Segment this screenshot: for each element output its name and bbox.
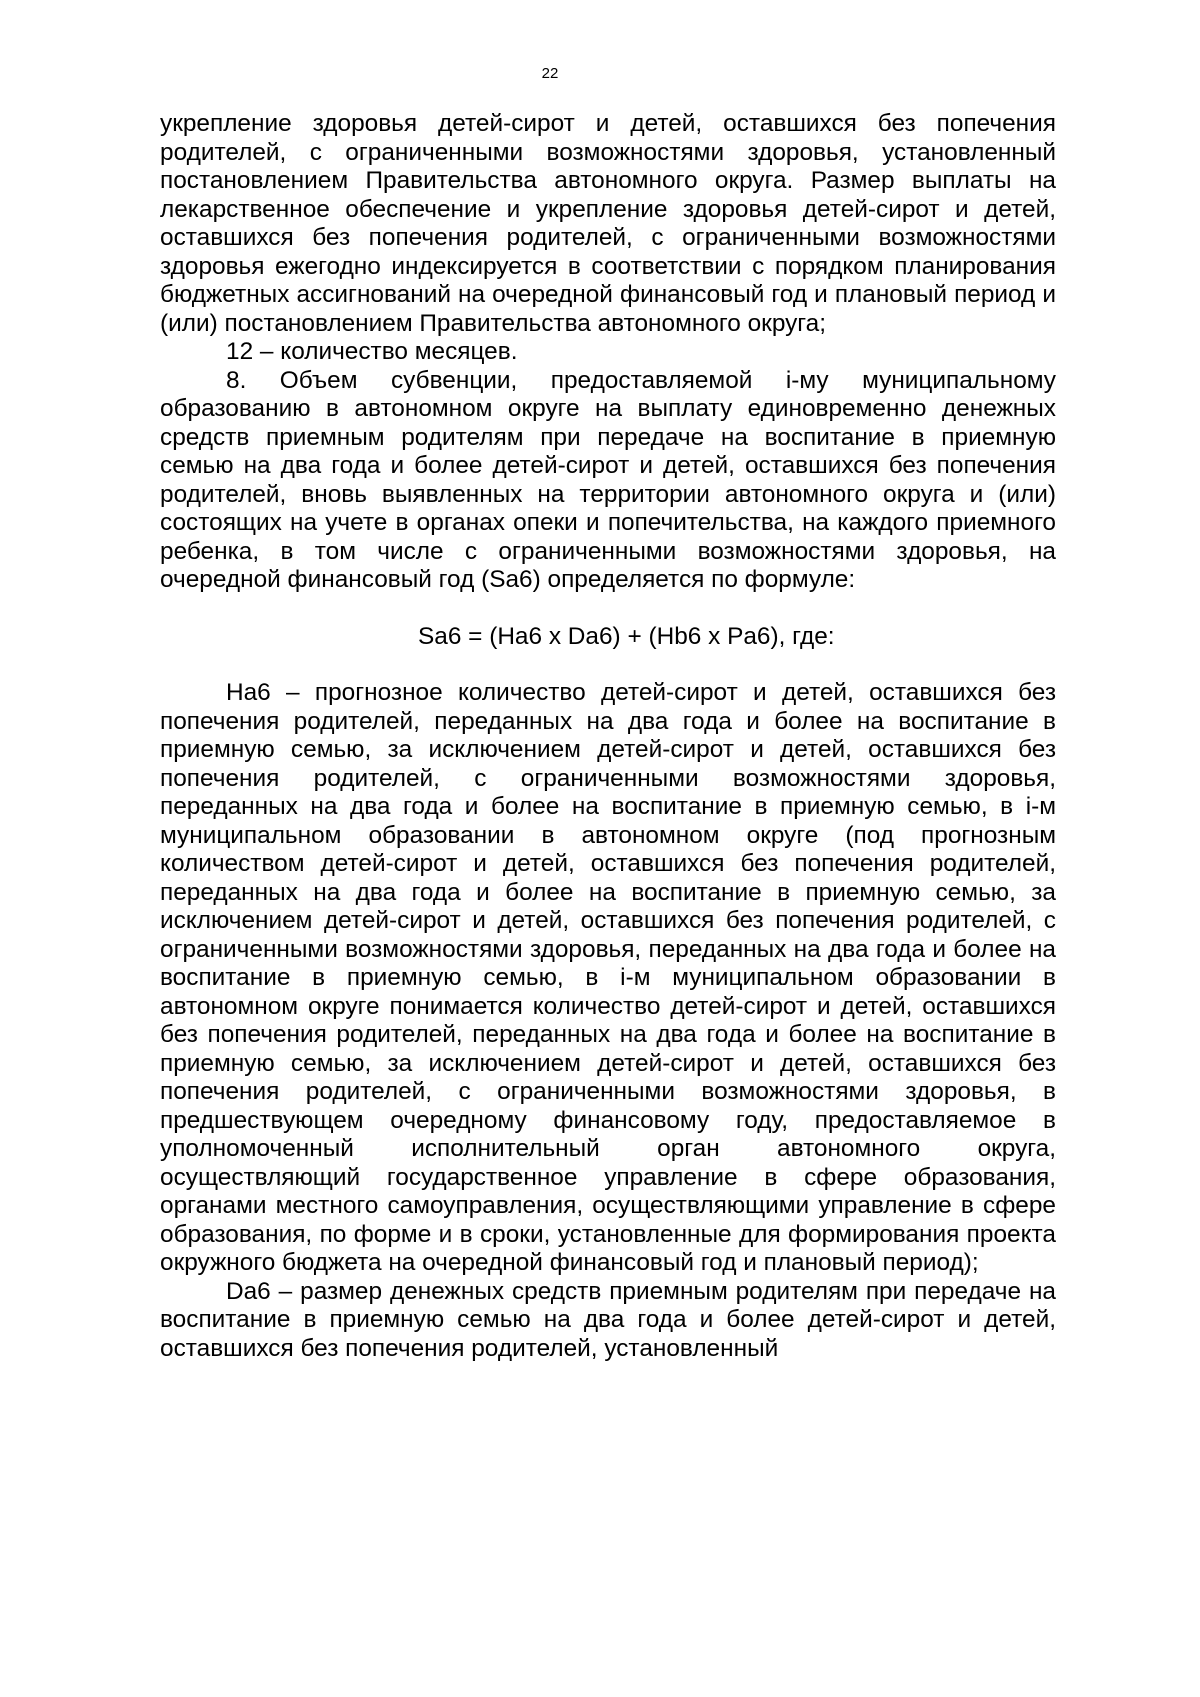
paragraph-ha6-definition: Hа6 – прогнозное количество детей-сирот и детей, оставшихся без попечения родителей, переданных на два года и более на воспитание в приемную семью, за исключением детей-сирот и детей, оставшихся без попечения родителей, с ограниченными возможностями здоровья, переданных на два года и более на воспитание в приемную семью, в i-м муниципальном образовании в автономном округе (под прогнозным количеством детей-сирот и детей, оставшихся без попечения родителей, переданных на два года и более на воспитание в приемную семью, за исключением детей-сирот и детей, оставшихся без попечения родителей, с ограниченными возможностями здоровья, переданных на два года и более на воспитание в приемную семью, в i-м муниципальном образовании в автономном округе понимается количество детей-сирот и детей, оставшихся без попечения родителей, переданных на два года и более на воспитание в приемную семью, за исключением детей-сирот и детей, оставшихся без попечения родителей, с ограниченными возможностями здоровья, в предшествующем очередному финансовому году, предоставляемое в уполномоченный исполнительный орган автономного округа, осуществляющий государственное управление в сфере образования, органами местного самоуправления, осуществляющими управление в сфере образования, по форме и в сроки, установленные для формирования проекта окружного бюджета на очередной финансовый год и плановый период); xyxy=(160,679,1056,1276)
paragraph-item-8: 8. Объем субвенции, предоставляемой i-му муниципальному образованию в автономном округе на выплату единовременно денежных средств приемным родителям при передаче на воспитание в приемную семью на два года и более детей-сирот и детей, оставшихся без попечения родителей, вновь выявленных на территории автономного округа и (или) состоящих на учете в органах опеки и попечительства, на каждого приемного ребенка, в том числе с ограниченными возможностями здоровья, на очередной финансовый год (Sа6) определяется по формуле: xyxy=(160,366,1056,593)
paragraph-continuation: укрепление здоровья детей-сирот и детей, оставшихся без попечения родителей, с ограниченными возможностями здоровья, установленный постановлением Правительства автономного округа. Размер выплаты на лекарственное обеспечение и укрепление здоровья детей-сирот и детей, оставшихся без попечения родителей, с ограниченными возможностями здоровья ежегодно индексируется в соответствии с порядком планирования бюджетных ассигнований на очередной финансовый год и плановый период и (или) постановлением Правительства автономного округа; xyxy=(160,110,1056,337)
paragraph-da6-definition: Dа6 – размер денежных средств приемным родителям при передаче на воспитание в приемную семью на два года и более детей-сирот и детей, оставшихся без попечения родителей, установленный xyxy=(160,1277,1056,1362)
page-number: 22 xyxy=(541,65,559,82)
formula: Sа6 = (Hа6 x Dа6) + (Hb6 x Pа6), где: xyxy=(418,622,835,650)
paragraph-months: 12 – количество месяцев. xyxy=(226,338,518,365)
document-body xyxy=(160,110,1056,1363)
